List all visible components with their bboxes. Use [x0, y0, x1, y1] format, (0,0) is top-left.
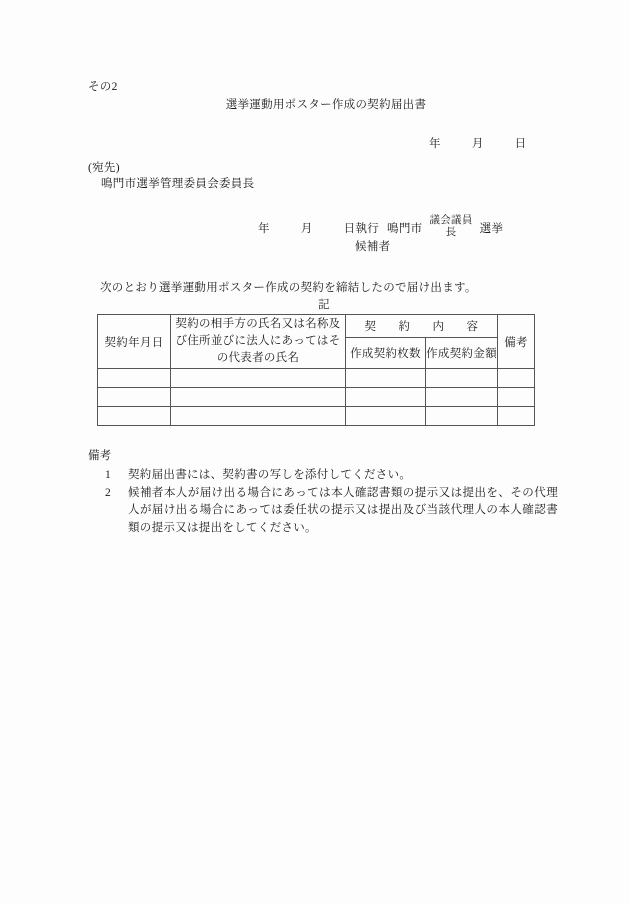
table-row [98, 369, 535, 388]
addressee-label: (宛先) [88, 162, 120, 174]
date-year-label: 年 [429, 138, 441, 150]
cell-counterparty[interactable] [171, 407, 346, 426]
notes-title: 備考 [88, 450, 112, 462]
office-assembly-member-label: 議会議員 [429, 215, 473, 226]
cell-counterparty[interactable] [171, 388, 346, 407]
municipality-label: 鳴門市 [387, 223, 423, 235]
header-sheet-count: 作成契約枚数 [346, 338, 426, 369]
header-contract-amount: 作成契約金額 [426, 338, 498, 369]
cell-contract-amount[interactable] [426, 388, 498, 407]
election-suffix-label: 選挙 [479, 223, 504, 235]
cell-sheet-count[interactable] [346, 407, 426, 426]
office-selector [429, 216, 472, 238]
header-contract-content [346, 315, 498, 338]
submission-date-line [429, 137, 526, 153]
election-month-label: 月 [300, 223, 313, 235]
header-contract-date: 契約年月日 [98, 315, 171, 369]
cell-contract-amount[interactable] [426, 407, 498, 426]
note-number: 2 [105, 486, 112, 499]
cell-counterparty[interactable] [171, 369, 346, 388]
table-header-row-group [98, 315, 535, 338]
election-line [258, 217, 503, 239]
table-row [98, 388, 535, 407]
cell-contract-date[interactable] [98, 369, 171, 388]
lead-sentence: 次のとおり選挙運動用ポスター作成の契約を締結したので届け出ます。 [100, 282, 477, 294]
note-number: 1 [105, 468, 112, 481]
header-counterparty: 契約の相手方の氏名又は名称及び住所並びに法人にあってはその代表者の氏名 [171, 315, 346, 369]
cell-remarks[interactable] [498, 407, 535, 426]
office-mayor-label: 長 [445, 226, 457, 238]
ki-mark: 記 [318, 299, 330, 311]
cell-sheet-count[interactable] [346, 369, 426, 388]
election-day-exec-label: 日執行 [343, 223, 380, 235]
header-contract-content-text: 契 約 内 容 [364, 321, 484, 333]
note-item [105, 485, 558, 538]
form-number: その2 [88, 81, 118, 93]
notes-section [88, 448, 558, 538]
cell-contract-date[interactable] [98, 388, 171, 407]
page-title: 選挙運動用ポスター作成の契約届出書 [225, 99, 427, 111]
cell-remarks[interactable] [498, 369, 535, 388]
cell-contract-amount[interactable] [426, 369, 498, 388]
election-year-label: 年 [258, 223, 270, 235]
cell-contract-date[interactable] [98, 407, 171, 426]
addressee-name: 鳴門市選挙管理委員会委員長 [101, 178, 255, 190]
note-item [105, 467, 558, 485]
cell-sheet-count[interactable] [346, 388, 426, 407]
date-day-label: 日 [514, 138, 527, 150]
cell-remarks[interactable] [498, 388, 535, 407]
date-month-label: 月 [471, 138, 484, 150]
table-row [98, 407, 535, 426]
note-text: 契約届出書には、契約書の写しを添付してください。 [128, 468, 412, 481]
contract-table [97, 314, 535, 426]
note-text: 候補者本人が届け出る場合にあっては本人確認書類の提示又は提出を、その代理人が届け出る場合にあっては委任状の提示又は提出及び当該代理人の本人確認書類の提示又は提出をしてください。 [128, 486, 558, 535]
candidate-label: 候補者 [355, 241, 391, 253]
header-remarks: 備考 [498, 315, 535, 369]
